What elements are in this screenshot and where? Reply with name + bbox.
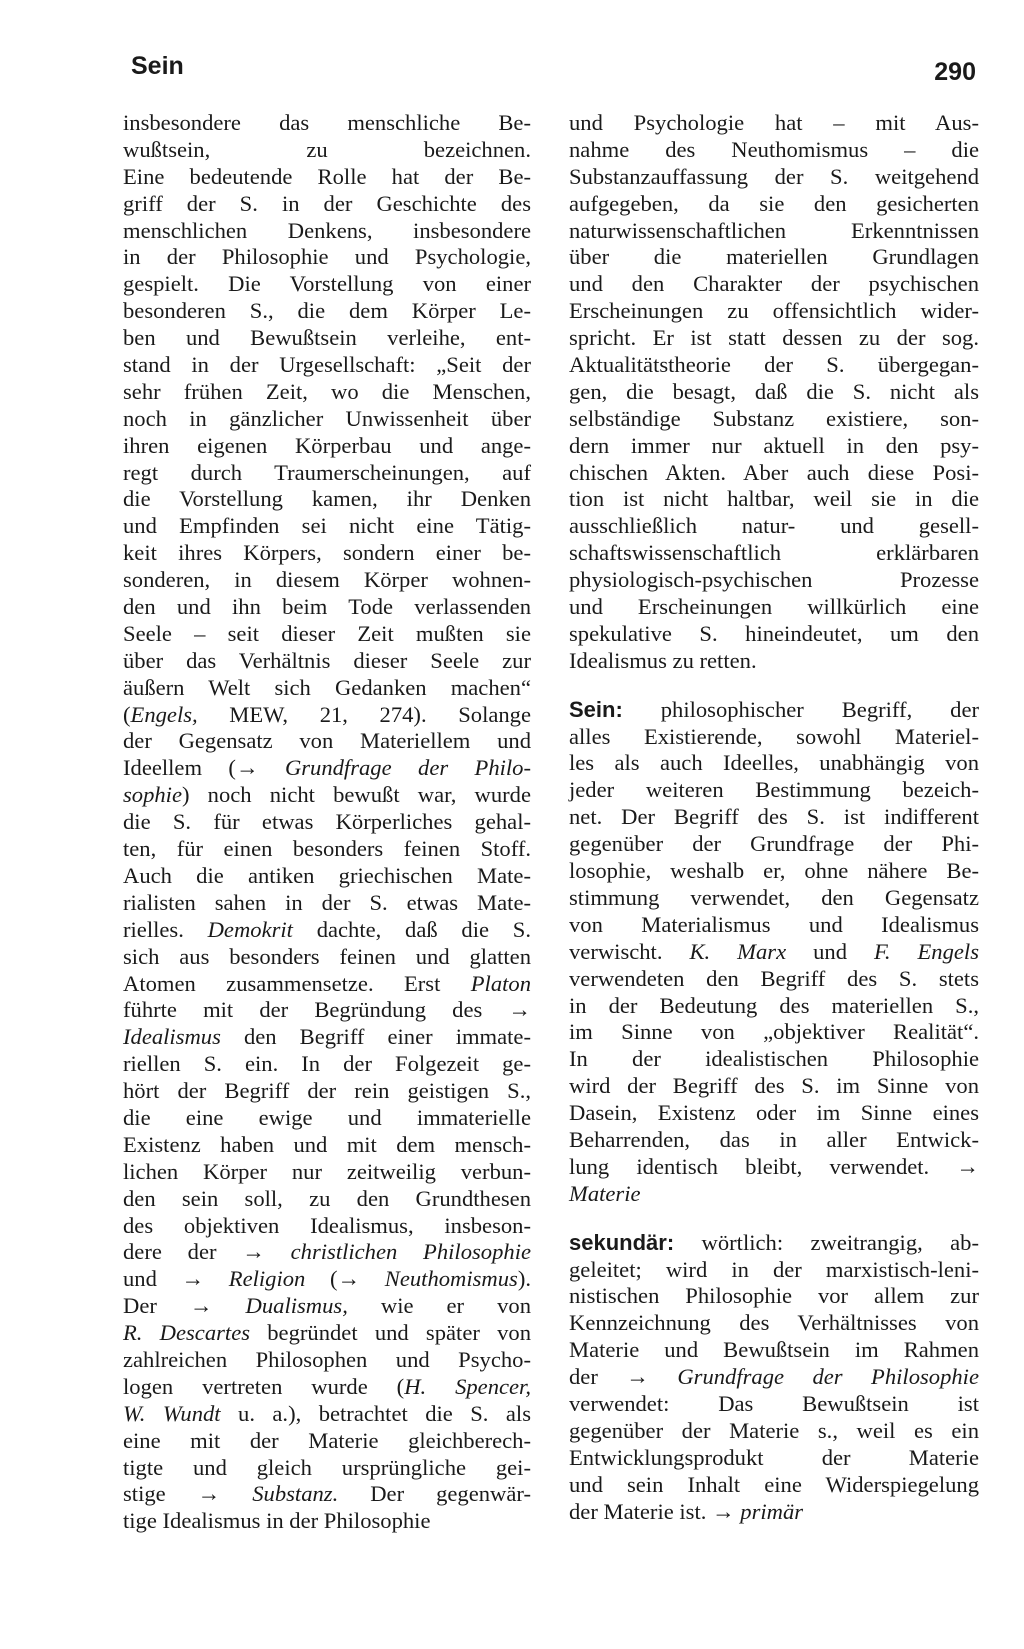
text-segment: in der Philosophie und Psychologie, <box>123 244 531 270</box>
text-segment: riellen S. ein. In der Folgezeit ge- <box>123 1051 531 1077</box>
text-line <box>569 621 979 648</box>
text-line <box>569 1181 979 1208</box>
text-segment: der Materie ist. → <box>569 1498 741 1524</box>
text-segment: Eine bedeutende Rolle hat der Be- <box>123 163 531 189</box>
text-segment: Demokrit <box>207 916 293 942</box>
text-line <box>123 218 531 245</box>
text-line <box>569 244 979 271</box>
text-line <box>123 1508 531 1535</box>
text-line <box>123 1105 531 1132</box>
text-line <box>123 836 531 863</box>
text-segment: den sein soll, zu den Grundthesen <box>123 1185 531 1211</box>
text-segment: ). <box>517 1266 532 1292</box>
text-segment: ausschließlich natur- und gesell- <box>569 513 979 539</box>
text-segment: selbständige Substanz existiere, son- <box>569 405 979 431</box>
text-line <box>123 433 531 460</box>
text-line <box>123 1132 531 1159</box>
text-line <box>123 594 531 621</box>
text-line <box>123 1159 531 1186</box>
text-segment: les als auch Ideelles, unabhängig von <box>569 750 979 776</box>
text-line <box>123 164 531 191</box>
text-segment: gespielt. Die Vorstellung von einer <box>123 271 531 297</box>
text-segment: ten, für einen besonders feinen Stoff. <box>123 836 531 862</box>
text-line <box>569 1046 979 1073</box>
text-line <box>123 917 531 944</box>
text-line <box>123 486 531 513</box>
text-segment: Dualismus, <box>245 1293 348 1319</box>
text-line <box>123 997 531 1024</box>
left-text-column <box>123 110 531 1535</box>
text-line <box>123 1347 531 1374</box>
text-segment: tige Idealismus in der Philosophie <box>123 1508 431 1534</box>
text-segment: sehr frühen Zeit, wo die Menschen, <box>123 378 531 404</box>
text-segment: wußtsein, zu bezeichnen. <box>123 136 531 162</box>
text-line <box>123 271 531 298</box>
text-line <box>123 1428 531 1455</box>
text-line <box>569 1257 979 1284</box>
text-segment: K. Marx <box>689 938 787 964</box>
text-segment: aufgegeben, da sie den gesicherten <box>569 190 979 216</box>
text-line <box>569 1230 979 1257</box>
text-line <box>569 777 979 804</box>
text-line <box>569 379 979 406</box>
text-segment: besonderen S., die dem Körper Le- <box>123 298 531 324</box>
text-line <box>569 804 979 831</box>
text-line <box>123 1293 531 1320</box>
text-segment: und den Charakter der psychischen <box>569 271 979 297</box>
text-segment: ihren eigenen Körperbau und ange- <box>123 432 531 458</box>
text-line <box>569 486 979 513</box>
text-segment: Entwicklungsprodukt der Materie <box>569 1444 979 1470</box>
text-segment: gen, die besagt, daß die S. nicht als <box>569 378 979 404</box>
text-line <box>569 1364 979 1391</box>
text-segment: Kennzeichnung des Verhältnisses von <box>569 1310 979 1336</box>
text-segment: Religion <box>228 1266 306 1292</box>
text-segment: naturwissenschaftlichen Erkenntnissen <box>569 217 979 243</box>
text-segment: und sein Inhalt eine Widerspiegelung <box>569 1471 979 1497</box>
text-segment: sonderen, in diesem Körper wohnen- <box>123 567 531 593</box>
text-segment: hört der Begriff der rein geistigen S., <box>123 1078 531 1104</box>
text-segment: verwendeten den Begriff des S. stets <box>569 965 979 991</box>
text-segment: gegenüber der Grundfrage der Phi- <box>569 831 979 857</box>
text-line <box>123 755 531 782</box>
right-text-column <box>569 110 979 1525</box>
text-segment: Erscheinungen zu offensichtlich wider- <box>569 298 979 324</box>
text-line <box>123 1078 531 1105</box>
lemma-heading: Sein: <box>569 696 623 722</box>
text-segment: noch in gänzlicher Unwissenheit über <box>123 405 531 431</box>
text-line <box>569 939 979 966</box>
text-line <box>123 1051 531 1078</box>
text-line <box>123 863 531 890</box>
text-line <box>569 352 979 379</box>
text-line <box>569 1100 979 1127</box>
text-segment: über das Verhältnis dieser Seele zur <box>123 647 531 673</box>
text-segment: Seele – seit dieser Zeit mußten sie <box>123 620 531 646</box>
text-segment: verwendet: Das Bewußtsein ist <box>569 1390 979 1416</box>
text-segment: wörtlich: zweitrangig, ab- <box>674 1229 979 1255</box>
text-line <box>123 1213 531 1240</box>
text-segment: führte mit der Begründung des → <box>123 997 531 1023</box>
text-line <box>569 912 979 939</box>
lemma-heading: sekundär: <box>569 1229 675 1255</box>
text-segment: Grundfrage der Philo- <box>284 755 531 781</box>
text-line <box>569 460 979 487</box>
text-line <box>569 191 979 218</box>
page-number: 290 <box>934 58 976 86</box>
text-segment: verwischt. <box>569 938 690 964</box>
text-segment: Idealismus zu retten. <box>569 647 757 673</box>
text-line <box>569 137 979 164</box>
text-segment: stand in der Urgesellschaft: „Seit der <box>123 352 531 378</box>
text-segment: primär <box>740 1498 804 1524</box>
text-line <box>569 993 979 1020</box>
text-line <box>569 1019 979 1046</box>
text-line <box>569 1472 979 1499</box>
text-line <box>569 110 979 137</box>
text-line <box>569 1445 979 1472</box>
text-line <box>123 648 531 675</box>
text-segment: philosophischer Begriff, der <box>622 696 979 722</box>
text-line <box>123 1239 531 1266</box>
text-line <box>123 379 531 406</box>
text-line <box>569 513 979 540</box>
text-segment: eine mit der Materie gleichberech- <box>123 1427 531 1453</box>
entry-continuation <box>569 110 979 675</box>
text-segment: Substanz. <box>252 1481 339 1507</box>
text-line <box>569 540 979 567</box>
text-line <box>123 460 531 487</box>
text-segment: tion ist nicht haltbar, weil sie in die <box>569 486 979 512</box>
text-line <box>123 1481 531 1508</box>
text-line <box>123 540 531 567</box>
text-line <box>569 1418 979 1445</box>
text-segment: Materie und Bewußtsein im Rahmen <box>569 1337 979 1363</box>
text-line <box>569 724 979 751</box>
running-head-title: Sein <box>131 52 184 80</box>
text-segment: die Vorstellung kamen, ihr Denken <box>123 486 531 512</box>
text-line <box>123 406 531 433</box>
text-segment: geleitet; wird in der marxistisch-leni- <box>569 1256 979 1282</box>
text-line <box>569 885 979 912</box>
text-segment: chischen Akten. Aber auch diese Posi- <box>569 459 979 485</box>
text-line <box>569 1499 979 1526</box>
entry-sekundaer <box>569 1230 979 1526</box>
text-line <box>123 728 531 755</box>
text-segment: sich aus besonders feinen und glatten <box>123 943 531 969</box>
text-segment: die S. für etwas Körperliches gehal- <box>123 809 531 835</box>
text-segment: Auch die antiken griechischen Mate- <box>123 862 531 888</box>
text-segment: jeder weiteren Bestimmung bezeich- <box>569 777 979 803</box>
text-segment: W. Wundt <box>123 1400 221 1426</box>
text-segment: u. a.), betrachtet die S. als <box>220 1400 531 1426</box>
text-segment: und Psychologie hat – mit Aus- <box>569 110 979 135</box>
text-segment: des objektiven Idealismus, insbeson- <box>123 1212 531 1238</box>
text-line <box>569 1337 979 1364</box>
text-line <box>123 971 531 998</box>
text-segment: zahlreichen Philosophen und Psycho- <box>123 1346 531 1372</box>
text-segment: Neuthomismus <box>384 1266 518 1292</box>
text-segment: stimmung verwendet, den Gegensatz <box>569 884 979 910</box>
text-segment: physiologisch-psychischen Prozesse <box>569 567 979 593</box>
text-segment: spricht. Er ist statt dessen zu der sog. <box>569 325 979 351</box>
text-segment: den und ihn beim Tode verlassenden <box>123 594 531 620</box>
text-line <box>123 621 531 648</box>
text-segment: rialisten sahen in der S. etwas Mate- <box>123 889 531 915</box>
text-segment: logen vertreten wurde ( <box>123 1373 405 1399</box>
text-line <box>123 675 531 702</box>
text-line <box>569 406 979 433</box>
text-segment: Der → <box>123 1293 246 1319</box>
text-segment: MEW, 21, 274). Solange <box>197 701 531 727</box>
text-line <box>569 298 979 325</box>
text-segment: Existenz haben und mit dem mensch- <box>123 1131 531 1157</box>
text-segment: menschlichen Denkens, insbesondere <box>123 217 531 243</box>
text-segment: Engels, <box>130 701 198 727</box>
text-line <box>123 110 531 137</box>
text-line <box>123 298 531 325</box>
text-line <box>569 164 979 191</box>
text-segment: ) noch nicht bewußt war, wurde <box>182 782 531 808</box>
text-line <box>569 433 979 460</box>
text-line <box>569 567 979 594</box>
text-line <box>569 1310 979 1337</box>
text-line <box>569 697 979 724</box>
text-segment: dere der → <box>123 1239 291 1265</box>
text-line <box>123 782 531 809</box>
text-line <box>123 1320 531 1347</box>
text-line <box>123 1455 531 1482</box>
text-line <box>569 831 979 858</box>
text-segment: spekulative S. hineindeutet, um den <box>569 620 979 646</box>
text-line <box>123 1401 531 1428</box>
text-line <box>123 513 531 540</box>
text-segment: lichen Körper nur zeitweilig verbun- <box>123 1158 531 1184</box>
text-line <box>569 594 979 621</box>
text-segment: gegenüber der Materie s., weil es ein <box>569 1417 979 1443</box>
text-line <box>123 1024 531 1051</box>
text-segment: in der Bedeutung des materiellen S., <box>569 992 979 1018</box>
text-segment: ben und Bewußtsein verleihe, ent- <box>123 325 531 351</box>
text-segment: Aktualitätstheorie der S. übergegan- <box>569 352 979 378</box>
text-segment: alles Existierende, sowohl Materiel- <box>569 723 979 749</box>
text-line <box>569 648 979 675</box>
text-line <box>123 325 531 352</box>
text-segment: der Gegensatz von Materiellem und <box>123 728 531 754</box>
text-line <box>123 567 531 594</box>
text-segment: Substanzauffassung der S. weitgehend <box>569 163 979 189</box>
text-segment: ( <box>123 701 131 727</box>
text-segment: Grundfrage der Philosophie <box>677 1364 979 1390</box>
text-line <box>123 191 531 218</box>
text-segment: und <box>786 938 874 964</box>
text-segment: Dasein, Existenz oder im Sinne eines <box>569 1100 979 1126</box>
text-line <box>569 858 979 885</box>
entry-sein <box>569 697 979 1208</box>
text-line <box>569 1391 979 1418</box>
text-line <box>569 1283 979 1310</box>
text-segment: christlichen Philosophie <box>290 1239 531 1265</box>
text-segment: und Erscheinungen willkürlich eine <box>569 594 979 620</box>
text-segment: dachte, daß die S. <box>292 916 531 942</box>
text-segment: In der idealistischen Philosophie <box>569 1046 979 1072</box>
text-segment: (→ <box>305 1266 385 1292</box>
text-line <box>569 1127 979 1154</box>
text-segment: R. Descartes <box>123 1320 251 1346</box>
text-segment: Ideellem (→ <box>123 755 285 781</box>
text-line <box>123 244 531 271</box>
text-line <box>123 809 531 836</box>
text-segment: der → <box>569 1364 678 1390</box>
text-line <box>569 750 979 777</box>
text-segment: nahme des Neuthomismus – die <box>569 136 979 162</box>
text-segment: wie er von <box>347 1293 531 1319</box>
text-line <box>123 944 531 971</box>
text-segment: schaftswissenschaftlich erklärbaren <box>569 540 979 566</box>
text-segment: insbesondere das menschliche Be- <box>123 110 531 135</box>
text-segment: und Empfinden sei nicht eine Tätig- <box>123 513 531 539</box>
text-line <box>569 966 979 993</box>
text-segment: tigte und gleich ursprüngliche gei- <box>123 1454 531 1480</box>
text-line <box>123 890 531 917</box>
text-segment: keit ihres Körpers, sondern einer be- <box>123 540 531 566</box>
text-line <box>569 271 979 298</box>
text-segment: den Begriff einer immate- <box>220 1024 531 1050</box>
text-line <box>123 1186 531 1213</box>
text-segment: Der gegenwär- <box>338 1481 531 1507</box>
text-segment: regt durch Traumerscheinungen, auf <box>123 459 531 485</box>
text-line <box>569 218 979 245</box>
text-segment: nistischen Philosophie vor allem zur <box>569 1283 979 1309</box>
text-segment: net. Der Begriff des S. ist indifferent <box>569 804 979 830</box>
text-segment: begründet und später von <box>250 1320 531 1346</box>
text-line <box>123 352 531 379</box>
text-segment: losophie, weshalb er, ohne nähere Be- <box>569 858 979 884</box>
text-line <box>569 325 979 352</box>
text-segment: stige → <box>123 1481 253 1507</box>
text-segment: die eine ewige und immaterielle <box>123 1104 531 1130</box>
text-line <box>123 1266 531 1293</box>
text-segment: lung identisch bleibt, verwendet. → <box>569 1153 979 1179</box>
text-line <box>569 1154 979 1181</box>
text-segment: Beharrenden, das in aller Entwick- <box>569 1126 979 1152</box>
text-segment: Atomen zusammensetze. Erst <box>123 970 471 996</box>
text-segment: F. Engels <box>873 938 979 964</box>
text-segment: sophie <box>123 782 182 808</box>
text-segment: griff der S. in der Geschichte des <box>123 190 531 216</box>
text-segment: Platon <box>470 970 531 996</box>
text-line <box>123 137 531 164</box>
text-segment: und → <box>123 1266 229 1292</box>
text-line <box>123 702 531 729</box>
text-segment: Idealismus <box>123 1024 221 1050</box>
text-line <box>123 1374 531 1401</box>
text-segment: über die materiellen Grundlagen <box>569 244 979 270</box>
text-segment: dern immer nur aktuell in den psy- <box>569 432 979 458</box>
text-segment: von Materialismus und Idealismus <box>569 911 979 937</box>
text-segment: äußern Welt sich Gedanken machen“ <box>123 674 531 700</box>
text-line <box>569 1073 979 1100</box>
text-segment: Materie <box>569 1180 641 1206</box>
text-segment: H. Spencer, <box>404 1373 531 1399</box>
text-segment: im Sinne von „objektiver Realität“. <box>569 1019 979 1045</box>
text-segment: wird der Begriff des S. im Sinne von <box>569 1073 979 1099</box>
text-segment: rielles. <box>123 916 208 942</box>
